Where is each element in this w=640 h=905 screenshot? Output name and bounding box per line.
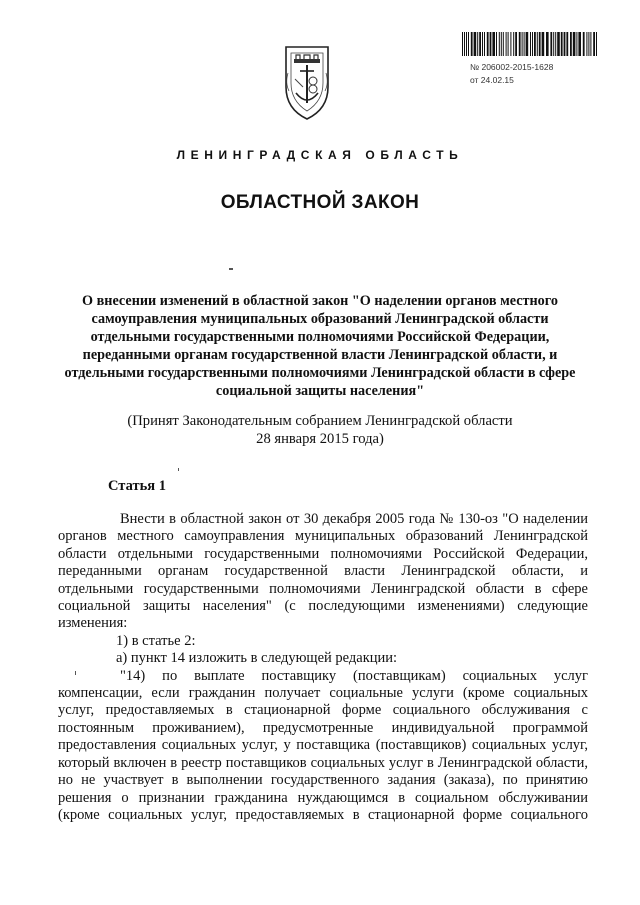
scan-speck — [229, 268, 233, 270]
barcode-bar — [464, 32, 465, 56]
barcode-bar — [557, 32, 560, 56]
barcode-bar — [482, 32, 483, 56]
barcode-bar — [522, 32, 523, 56]
adoption-date: 28 января 2015 года) — [256, 431, 384, 447]
barcode-bar — [462, 32, 463, 56]
barcode-bar — [586, 32, 587, 56]
barcode-bar — [566, 32, 568, 56]
barcode-bar — [532, 32, 533, 56]
barcode-bar — [508, 32, 509, 56]
article-heading: Статья 1 — [108, 478, 166, 494]
quoted-amendment: "14) по выплате поставщику (поставщикам) социальных услуг компенсации, если гражданин получает социальные услуги (кроме социальных услуг, предоставляемых в стационарной форме социального обслуживания с постоянным проживанием), предусмотренные индивидуальной программой предоставления социальных услуг, у поставщика (поставщиков) социальных услуг, который включен в реестр поставщиков социальных услуг в Ленинградской области, но не участвует в выполнении государственного задания (заказа), по принятию решения о признании гражданина нуждающимся в социальном обслуживании (кроме социальных услуг, предоставляемых в стационарной форме социального — [58, 667, 588, 823]
barcode-bar — [484, 32, 485, 56]
barcode-bar — [501, 32, 502, 56]
barcode-bar — [490, 32, 492, 56]
coat-of-arms-emblem — [283, 43, 331, 121]
law-title: О внесении изменений в областной закон "О наделении органов местного самоуправления муниципальных образований Ленинградской области отдельными государственными полномочиями Российской Федерации, переданными органам государственной власти Ленинградской области, и отдельными государственными полномочиями Ленинградской области в сфере социальной защиты населения" — [64, 293, 576, 399]
barcode-bar — [564, 32, 566, 56]
barcode-bar — [466, 32, 467, 56]
barcode-bar — [537, 32, 538, 56]
barcode-bar — [593, 32, 595, 56]
barcode-bar — [515, 32, 517, 56]
law-type-heading: ОБЛАСТНОЙ ЗАКОН — [220, 192, 420, 213]
article-intro: Внести в областной закон от 30 декабря 2005 года № 130-оз "О наделении органов местного самоуправления муниципальных образований Ленинградской области отдельными государственными полномочиями Российской Федерации, переданными органам государственной власти Ленинградской области, и отдельными государственными полномочиями Ленинградской области в сфере социальной защиты населения" (с последующими изменениями) следующие изменения: — [58, 511, 588, 632]
barcode-bar — [553, 32, 554, 56]
barcode-bar — [468, 32, 469, 56]
barcode-bar — [524, 32, 525, 56]
barcode-bar — [550, 32, 552, 56]
barcode-bar — [477, 32, 478, 56]
barcode-bar — [596, 32, 597, 56]
barcode-bar — [496, 32, 497, 56]
barcode-bar — [570, 32, 572, 56]
barcode-bar — [573, 32, 576, 56]
barcode-bar — [546, 32, 549, 56]
barcode-bar — [576, 32, 577, 56]
barcode-bar — [487, 32, 489, 56]
registration-date: от 24.02.15 — [470, 75, 514, 85]
barcode-bar — [526, 32, 529, 56]
barcode-bar — [555, 32, 556, 56]
barcode-bar — [583, 32, 585, 56]
barcode-bar — [492, 32, 495, 56]
region-heading: ЛЕНИНГРАДСКАЯ ОБЛАСТЬ — [176, 148, 464, 162]
scan-speck — [178, 468, 179, 471]
registration-info — [470, 61, 553, 87]
barcode-bar — [542, 32, 545, 56]
list-item: а) пункт 14 изложить в следующей редакции: — [116, 650, 398, 667]
barcode-bar — [479, 32, 481, 56]
barcode-bar — [539, 32, 541, 56]
barcode-bar — [506, 32, 507, 56]
registration-number: № 206002-2015-1628 — [470, 62, 554, 72]
list-item: 1) в статье 2: — [116, 632, 196, 649]
barcode-bar — [499, 32, 500, 56]
barcode-bar — [474, 32, 477, 56]
barcode — [462, 32, 600, 56]
barcode-bar — [519, 32, 521, 56]
barcode-bar — [471, 32, 473, 56]
adoption-note — [60, 412, 580, 448]
barcode-bar — [513, 32, 514, 56]
barcode-bar — [561, 32, 563, 56]
barcode-bar — [503, 32, 504, 56]
barcode-bar — [590, 32, 591, 56]
barcode-bar — [578, 32, 581, 56]
adoption-line: (Принят Законодательным собранием Ленинградской области — [127, 413, 513, 429]
barcode-bar — [588, 32, 589, 56]
barcode-bar — [510, 32, 511, 56]
barcode-bar — [530, 32, 531, 56]
barcode-bar — [534, 32, 536, 56]
article-body — [58, 511, 588, 824]
